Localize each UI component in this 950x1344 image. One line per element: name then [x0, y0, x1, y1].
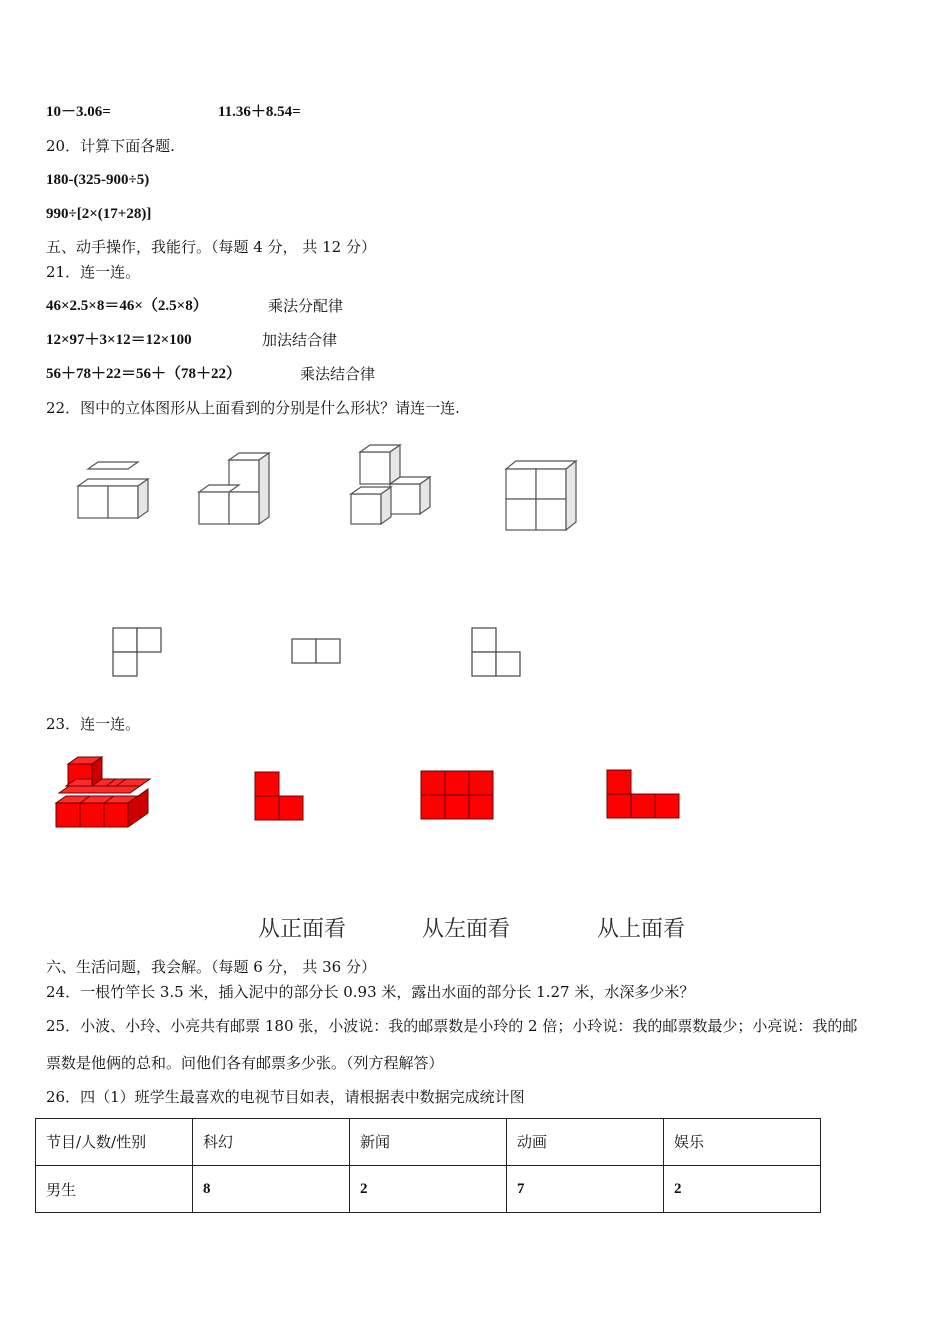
q22-top-view-1	[112, 627, 164, 677]
q22-solid-4	[498, 455, 588, 535]
table-cell: 7	[507, 1166, 664, 1213]
q21-law-1: 乘法分配律	[268, 297, 344, 315]
q23-view-shape-2	[420, 770, 496, 822]
q23-view-top: 从上面看	[597, 917, 686, 942]
q25-line-1: 25．小波、小玲、小亮共有邮票 180 张，小波说：我的邮票数是小玲的 2 倍；小玲说：我的邮票数最少；小亮说：我的邮	[46, 1017, 858, 1035]
q23-view-shape-1	[254, 771, 306, 823]
q22-top-view-3	[471, 627, 523, 677]
q21-expr-1: 46×2.5×8＝46×（2.5×8）	[46, 298, 208, 314]
table-row	[36, 1166, 821, 1213]
table-header-cell: 科幻	[193, 1119, 350, 1166]
q23-view-shape-3	[606, 769, 682, 821]
section6-title: 六、生活问题，我会解。（每题 6 分， 共 36 分）	[46, 958, 376, 976]
q19-expr-b: 11.36＋8.54=	[218, 104, 301, 120]
q23-title: 23．连一连。	[46, 715, 141, 733]
q26-title: 26．四（1）班学生最喜欢的电视节目如表，请根据表中数据完成统计图	[46, 1088, 525, 1106]
q26-data-table	[35, 1118, 821, 1213]
q22-solid-2	[192, 450, 282, 530]
q20-expr-2: 990÷[2×(17+28)]	[46, 206, 152, 222]
q22-solid-3	[344, 442, 439, 532]
table-cell: 2	[664, 1166, 821, 1213]
q20-title: 20．计算下面各题.	[46, 137, 175, 155]
q21-expr-3: 56＋78＋22＝56＋（78＋22）	[46, 366, 242, 382]
q23-red-solid	[52, 755, 152, 830]
q22-solid-1	[70, 462, 160, 527]
q21-expr-2: 12×97＋3×12＝12×100	[46, 332, 192, 348]
table-header-cell: 娱乐	[664, 1119, 821, 1166]
q21-law-2: 加法结合律	[262, 331, 338, 349]
q21-law-3: 乘法结合律	[300, 365, 376, 383]
table-header-cell: 动画	[507, 1119, 664, 1166]
q22-title: 22．图中的立体图形从上面看到的分别是什么形状？请连一连.	[46, 399, 460, 417]
table-cell: 男生	[36, 1166, 193, 1213]
section5-title: 五、动手操作，我能行。（每题 4 分， 共 12 分）	[46, 238, 376, 256]
q20-expr-1: 180-(325-900÷5)	[46, 172, 150, 188]
q19-expr-a: 10－3.06=	[46, 104, 111, 120]
table-header-row	[36, 1119, 821, 1166]
table-header-cell: 节目/人数/性别	[36, 1119, 193, 1166]
table-header-cell: 新闻	[350, 1119, 507, 1166]
q25-line-2: 票数是他俩的总和。问他们各有邮票多少张。（列方程解答）	[46, 1054, 444, 1072]
table-cell: 2	[350, 1166, 507, 1213]
q23-view-front: 从正面看	[258, 917, 347, 942]
q22-top-view-2	[291, 638, 343, 666]
table-cell: 8	[193, 1166, 350, 1213]
q24-text: 24．一根竹竿长 3.5 米，插入泥中的部分长 0.93 米，露出水面的部分长 1.27 米，水深多少米？	[46, 983, 695, 1001]
q23-view-left: 从左面看	[422, 917, 511, 942]
q21-title: 21．连一连。	[46, 263, 141, 281]
